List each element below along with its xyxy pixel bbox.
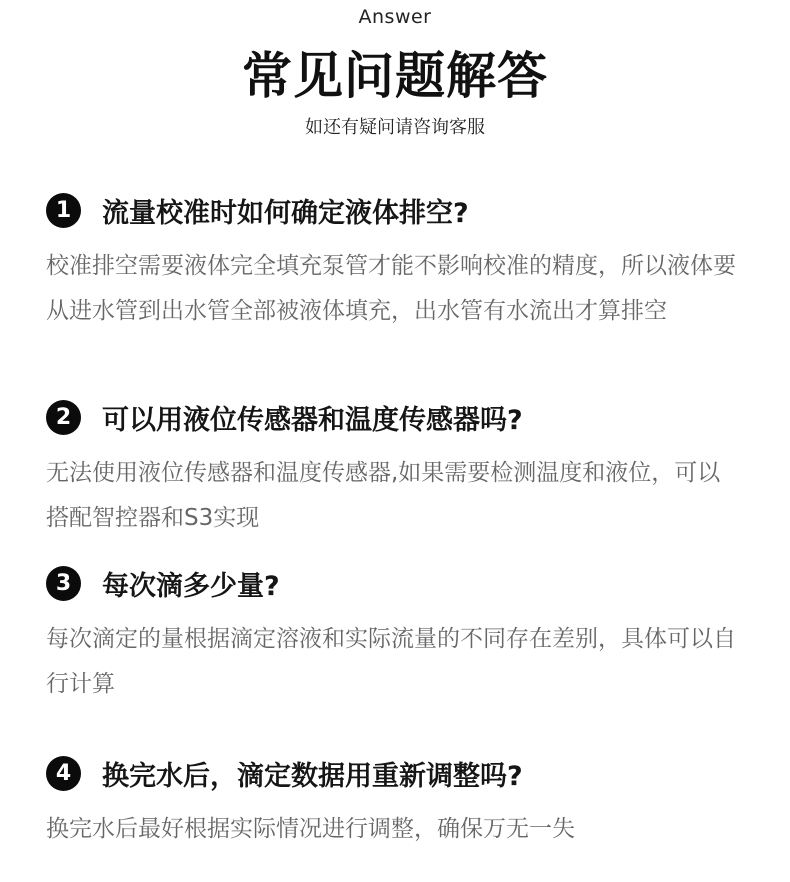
faq-question-row xyxy=(46,397,746,437)
faq-answer: 校准排空需要液体完全填充泵管才能不影响校准的精度，所以液体要从进水管到出水管全部被液体填充，出水管有水流出才算排空 xyxy=(46,253,736,324)
faq-item-1 xyxy=(46,190,746,334)
page-subtitle: 如还有疑问请咨询客服 xyxy=(305,117,485,138)
faq-question-row xyxy=(46,563,746,603)
faq-item-3 xyxy=(46,563,746,707)
faq-question-row xyxy=(46,190,746,230)
faq-question-row xyxy=(46,753,746,793)
faq-question: 流量校准时如何确定液体排空? xyxy=(102,197,469,229)
number-badge: 2 xyxy=(46,400,81,435)
header-kicker: Answer xyxy=(358,6,432,28)
number-badge: 3 xyxy=(46,566,81,601)
number-badge: 4 xyxy=(46,756,81,791)
faq-answer: 无法使用液位传感器和温度传感器,如果需要检测温度和液位，可以搭配智控器和S3实现 xyxy=(46,460,721,531)
faq-question: 可以用液位传感器和温度传感器吗? xyxy=(102,404,523,436)
faq-item-2 xyxy=(46,397,746,541)
number-badge: 1 xyxy=(46,193,81,228)
faq-answer: 每次滴定的量根据滴定溶液和实际流量的不同存在差别，具体可以自行计算 xyxy=(46,626,736,697)
faq-question: 每次滴多少量? xyxy=(102,570,280,602)
faq-answer: 换完水后最好根据实际情况进行调整，确保万无一失 xyxy=(46,816,575,842)
page-title: 常见问题解答 xyxy=(242,47,548,105)
faq-question: 换完水后，滴定数据用重新调整吗? xyxy=(102,760,523,792)
faq-item-4 xyxy=(46,753,746,852)
